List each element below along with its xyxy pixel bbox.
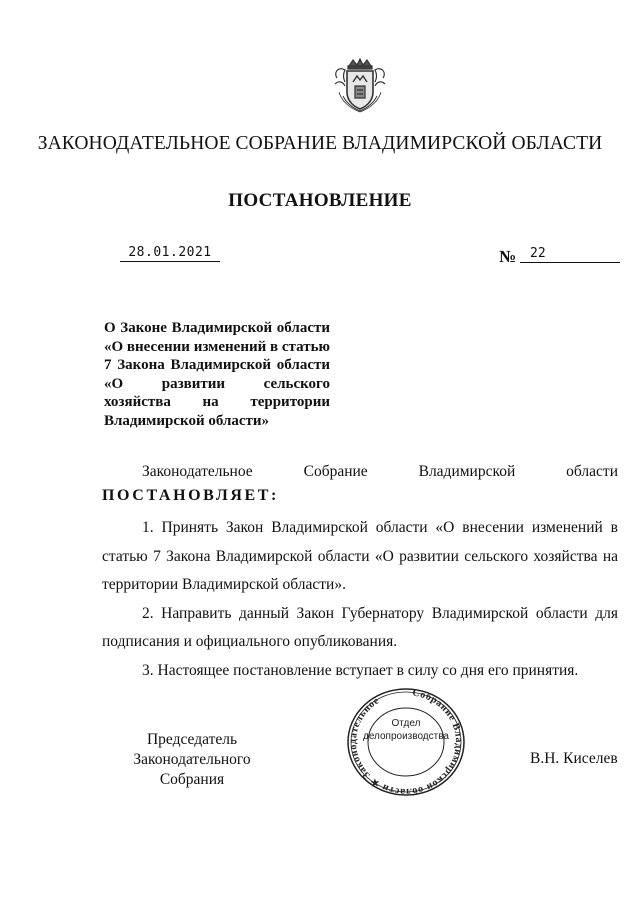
official-stamp bbox=[345, 687, 467, 799]
stamp-inner-line: делопроизводства bbox=[362, 731, 449, 742]
document-type-heading: ПОСТАНОВЛЕНИЕ bbox=[228, 190, 412, 211]
preamble: Законодательное Собрание Владимирской области bbox=[142, 463, 618, 480]
signatory-title bbox=[101, 730, 283, 790]
signatory-title-line: Законодательного Собрания bbox=[133, 751, 251, 788]
subject-line: 7 Закона Владимирской области bbox=[104, 357, 330, 373]
subject-line: Владимирской области» bbox=[104, 412, 270, 429]
organization-title: ЗАКОНОДАТЕЛЬНОЕ СОБРАНИЕ ВЛАДИМИРСКОЙ ОБЛАСТИ bbox=[37, 133, 603, 154]
subject-line: «О развитии сельского bbox=[104, 375, 330, 392]
subject-line: «О внесении изменений в статью bbox=[104, 338, 330, 355]
number-sign: № bbox=[499, 247, 517, 266]
document-number: 22 bbox=[530, 246, 546, 261]
date-field bbox=[120, 243, 220, 262]
document-subject bbox=[104, 319, 330, 430]
signatory-title-line: Председатель bbox=[146, 731, 238, 748]
stamp-ring-text: Собрание Владимирской области ★ Законодательное bbox=[347, 687, 465, 798]
stamp-seal-icon bbox=[345, 687, 467, 799]
resolves-heading: ПОСТАНОВЛЯЕТ: bbox=[102, 487, 279, 504]
subject-line: хозяйства на территории bbox=[104, 394, 330, 410]
coat-of-arms-icon bbox=[331, 56, 389, 114]
subject-line: О Законе Владимирской области bbox=[104, 320, 330, 336]
stamp-inner-line: Отдел bbox=[391, 718, 421, 729]
resolution-paragraph: 2. Направить данный Закон Губернатору Владимирской области для подписания и официального опубликования. bbox=[102, 604, 618, 650]
resolution-body bbox=[102, 514, 618, 685]
resolution-paragraph: 1. Принять Закон Владимирской области «О внесении изменений в статью 7 Закона Владимирской области «О развитии сельского хозяйства на территории Владимирской области». bbox=[102, 519, 618, 593]
signatory-name: В.Н. Киселев bbox=[530, 750, 618, 767]
stamp-inner-text bbox=[345, 717, 467, 743]
number-field bbox=[520, 244, 620, 263]
document-date: 28.01.2021 bbox=[128, 245, 212, 260]
resolution-paragraph: 3. Настоящее постановление вступает в силу со дня его принятия. bbox=[142, 661, 579, 679]
